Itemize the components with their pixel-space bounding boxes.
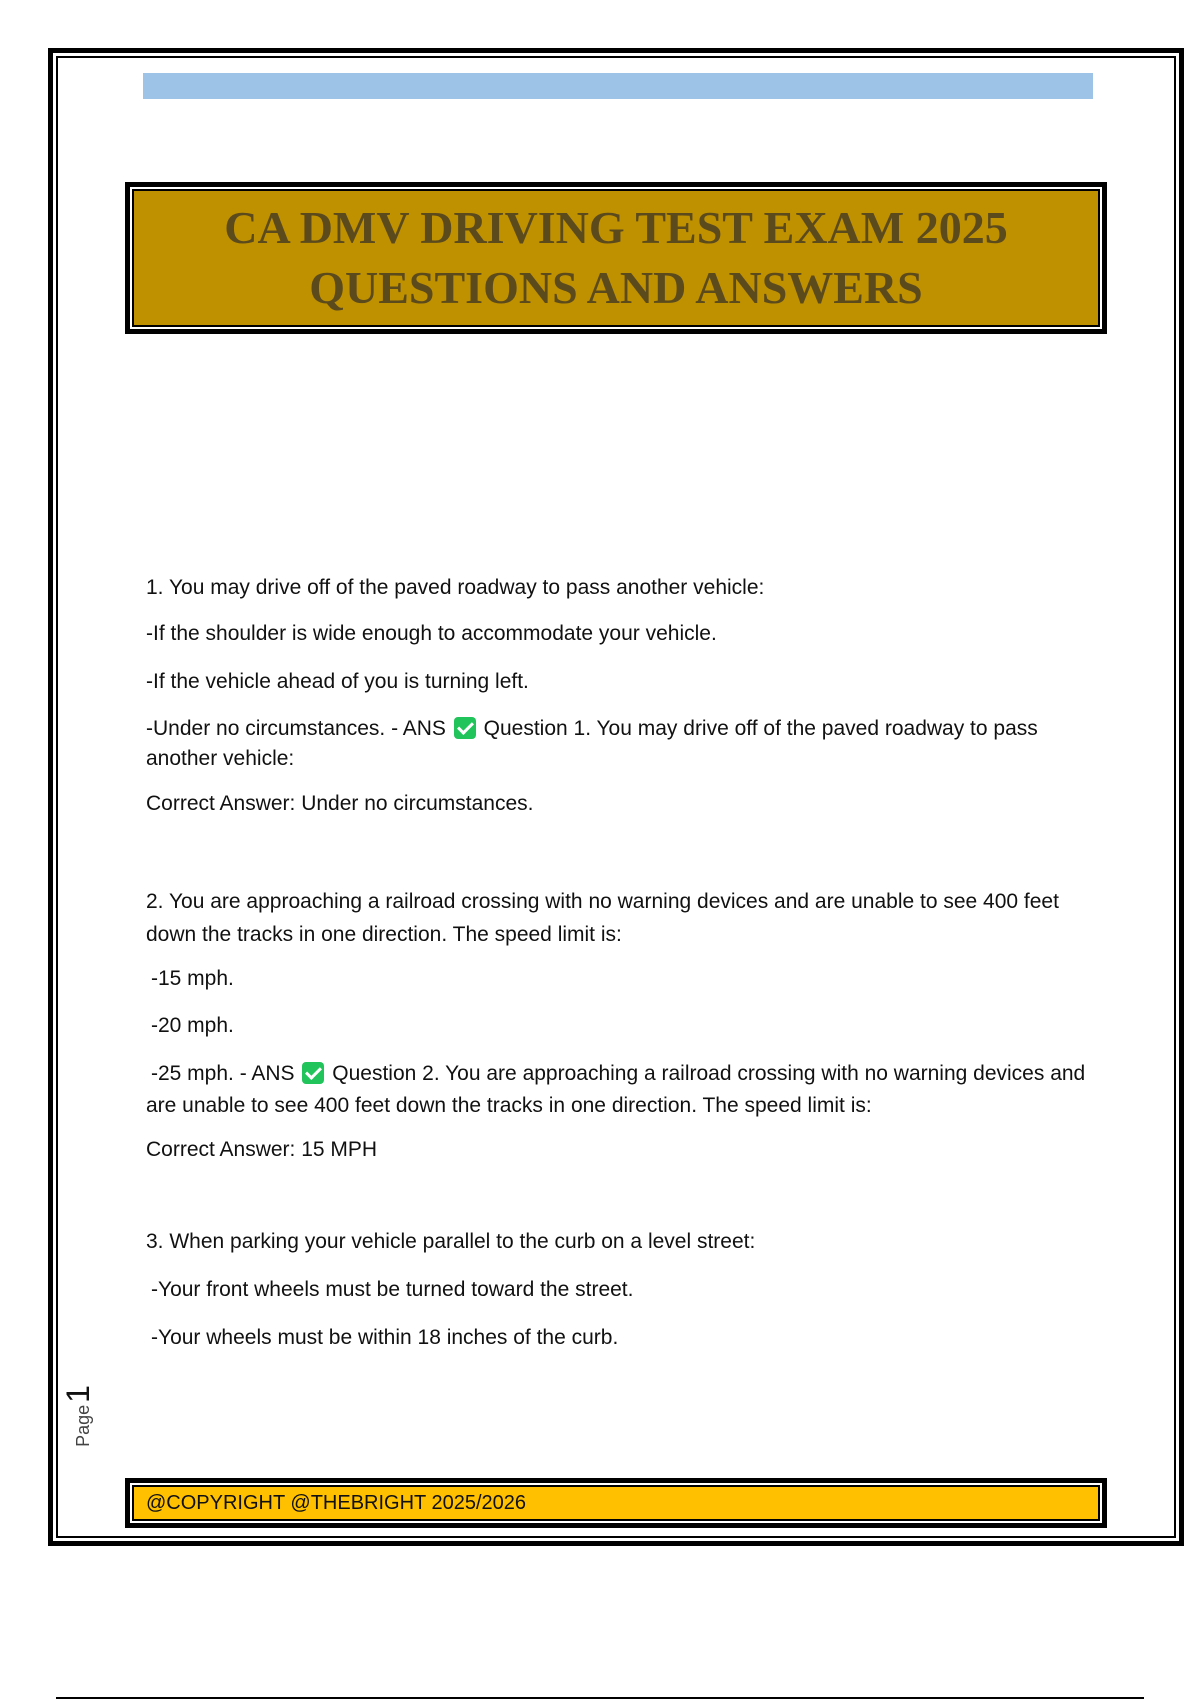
title-line-1: CA DMV DRIVING TEST EXAM 2025 (224, 202, 1008, 253)
question-3-option-b: -Your wheels must be within 18 inches of the curb. (151, 1326, 619, 1349)
question-block-2 (146, 885, 1086, 1166)
question-2-correct-answer: Correct Answer: 15 MPH (146, 1138, 378, 1161)
page-number-label (60, 1386, 120, 1446)
question-block-3 (146, 1226, 1086, 1354)
question-1-option-a: -If the shoulder is wide enough to accommodate your vehicle. (146, 622, 717, 645)
question-2-answer-restated: Question 2. You are approaching a railroad crossing with no warning devices and are unable to see 400 feet down the tracks in one direction. The speed limit is: (146, 1062, 1086, 1117)
question-2-option-b: -20 mph. (151, 1014, 234, 1037)
question-1-option-b: -If the vehicle ahead of you is turning left. (146, 670, 529, 693)
page-word: Page (73, 1404, 93, 1447)
question-2-option-a: -15 mph. (151, 967, 234, 990)
question-1-text: 1. You may drive off of the paved roadway to pass another vehicle: (146, 576, 765, 599)
bottom-divider (56, 1697, 1144, 1699)
question-1-answer-restated: Question 1. You may drive off of the paved roadway to pass another vehicle: (146, 717, 1038, 770)
question-1-option-c: -Under no circumstances. - ANS (146, 717, 446, 740)
question-block-1 (146, 572, 1086, 820)
question-2-text: 2. You are approaching a railroad crossing with no warning devices and are unable to see 400 feet down the tracks in one direction. The speed limit is: (146, 890, 1059, 946)
question-1-correct-answer: Correct Answer: Under no circumstances. (146, 792, 534, 815)
header-color-bar (143, 73, 1093, 99)
question-3-text: 3. When parking your vehicle parallel to the curb on a level street: (146, 1230, 756, 1253)
question-content (146, 572, 1086, 1354)
question-2-option-c: -25 mph. - ANS (151, 1062, 295, 1085)
copyright-text: @COPYRIGHT @THEBRIGHT 2025/2026 (146, 1491, 526, 1514)
question-2-option-c-answer (146, 1058, 1086, 1122)
footer-bar (132, 1485, 1100, 1521)
title-line-2: QUESTIONS AND ANSWERS (309, 262, 923, 313)
question-3-option-a: -Your front wheels must be turned toward the street. (151, 1278, 634, 1301)
check-mark-icon (302, 1062, 324, 1084)
page-number: 1 (60, 1385, 96, 1403)
title-box (132, 189, 1100, 327)
question-1-option-c-answer (146, 714, 1086, 774)
check-mark-icon (454, 717, 476, 739)
